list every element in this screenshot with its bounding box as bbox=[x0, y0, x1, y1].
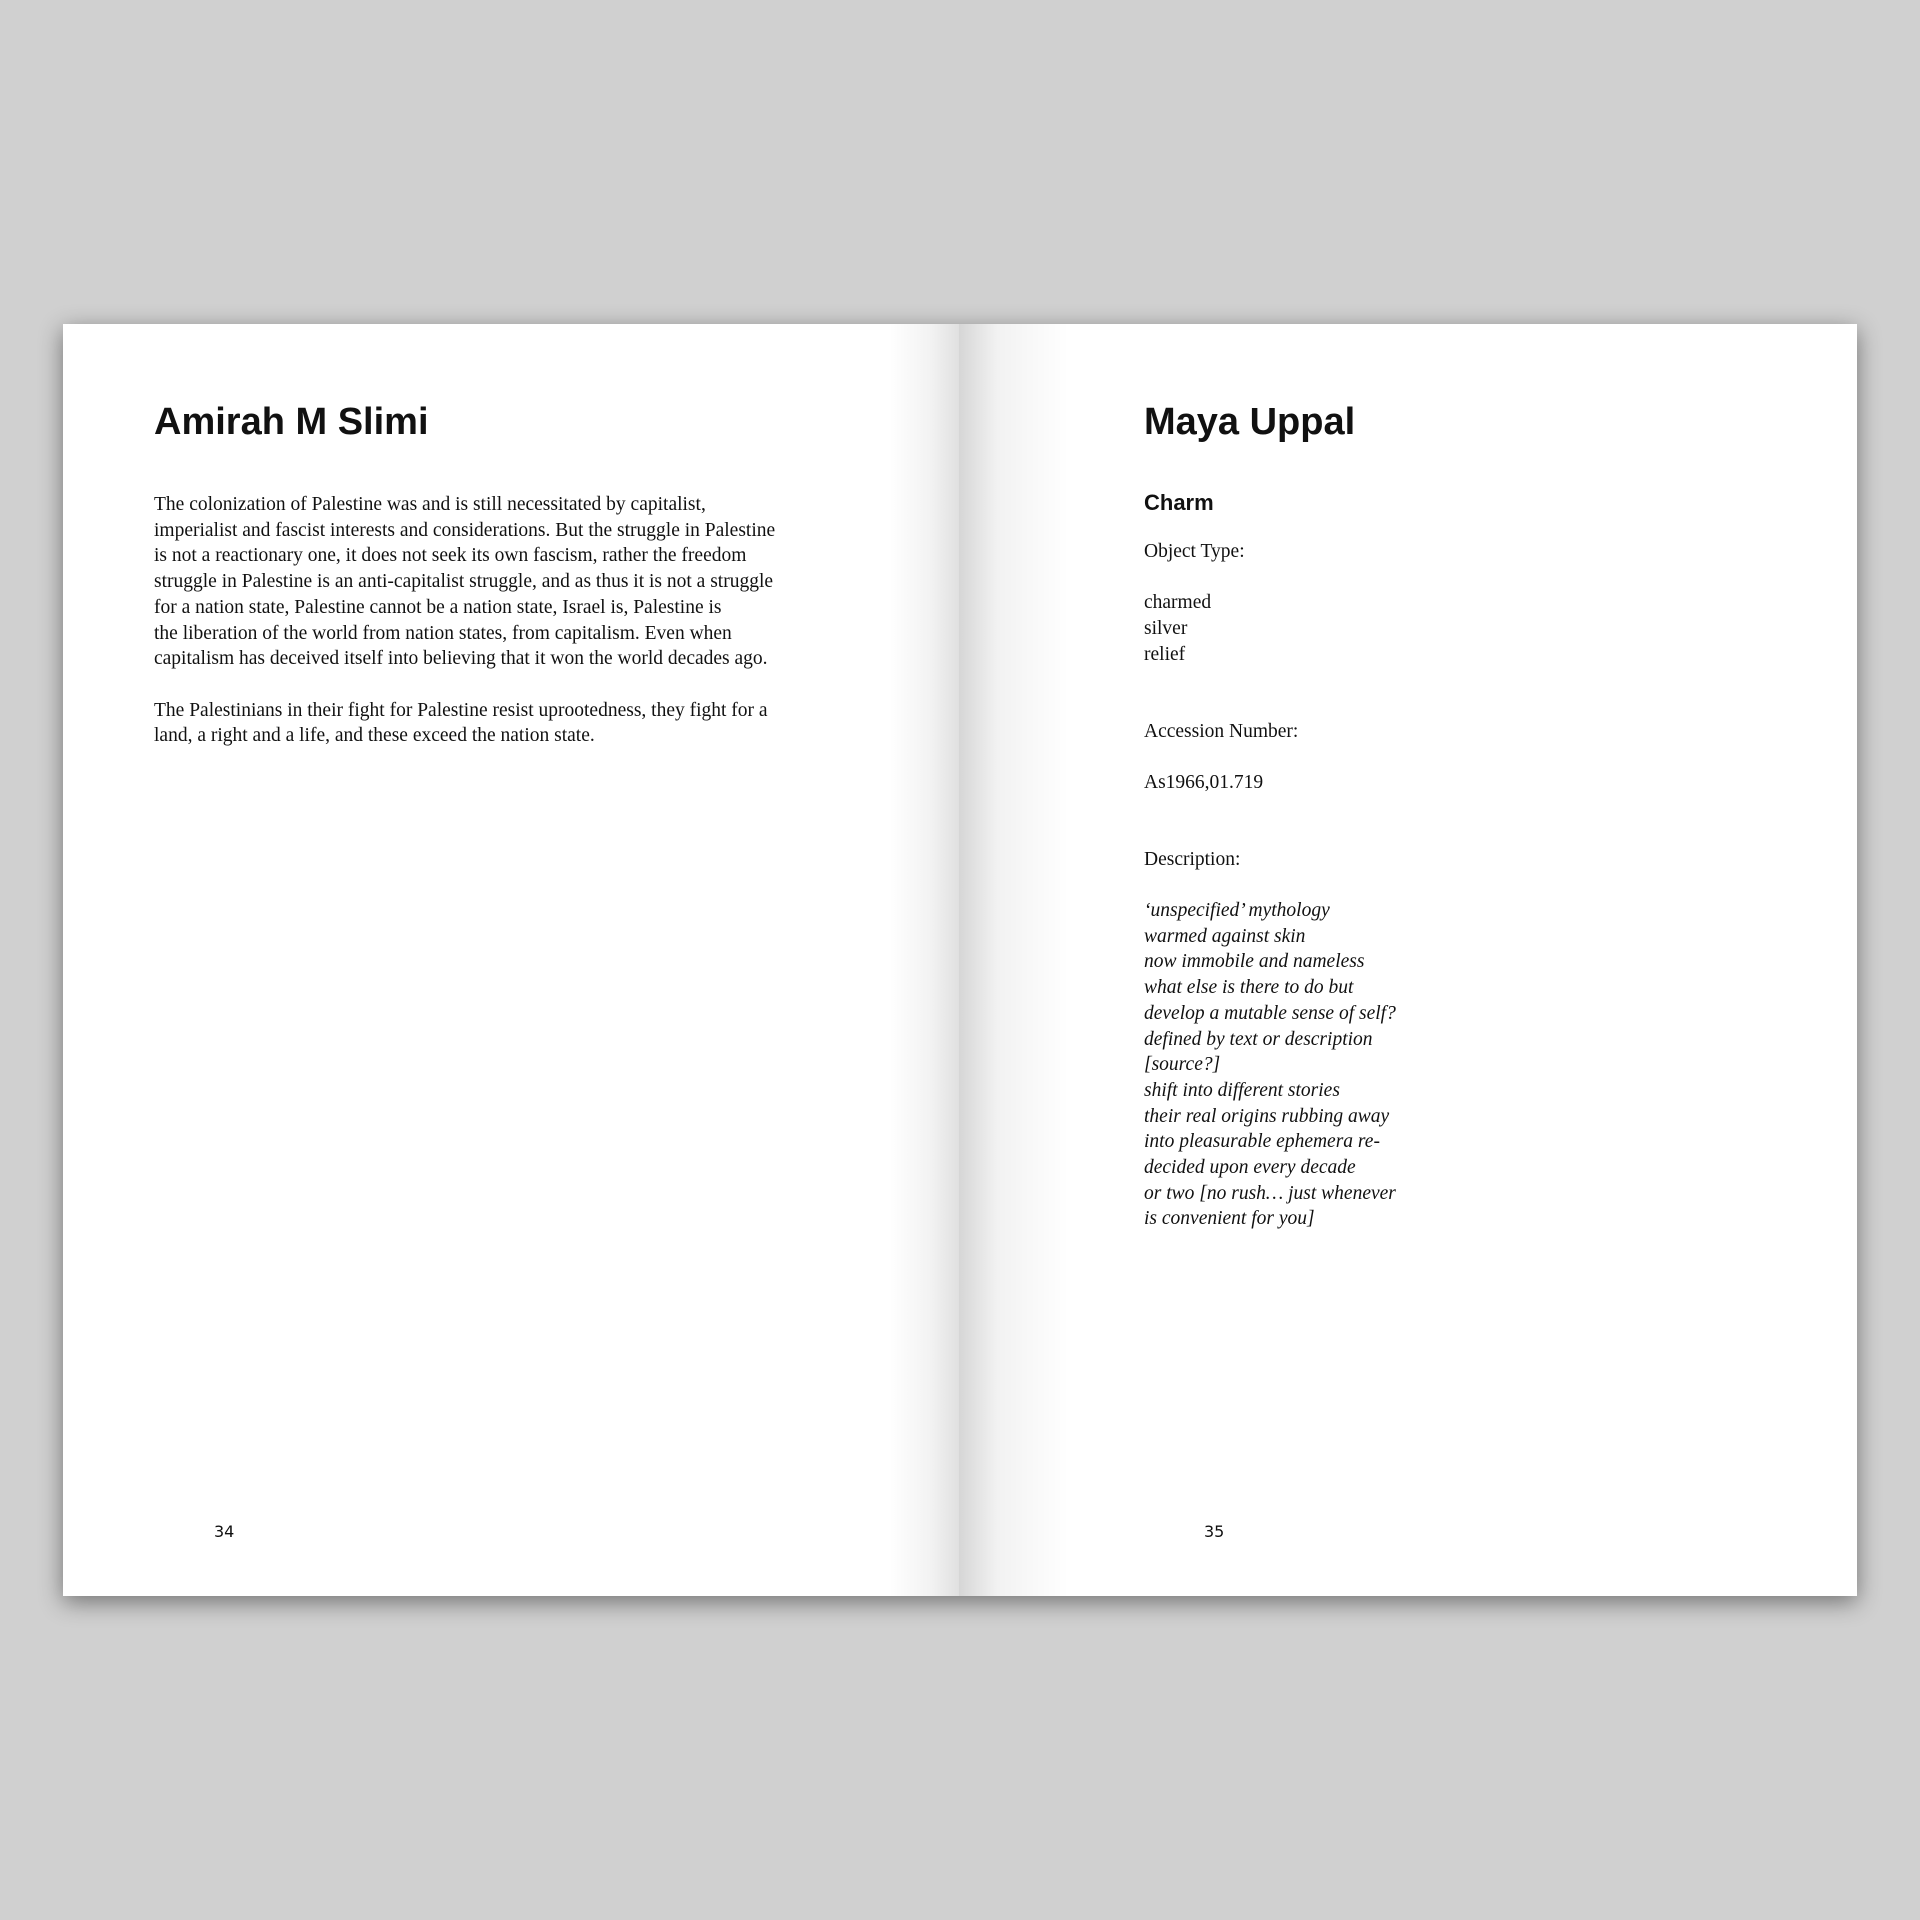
page-number: 34 bbox=[214, 1522, 235, 1541]
spacer bbox=[1144, 796, 1704, 847]
book-spread bbox=[63, 324, 1857, 1596]
author-name: Maya Uppal bbox=[1144, 401, 1356, 443]
object-type-label: Object Type: bbox=[1144, 541, 1245, 562]
work-title: Charm bbox=[1144, 490, 1214, 515]
left-page bbox=[63, 324, 959, 1596]
author-name: Amirah M Slimi bbox=[154, 401, 429, 443]
paragraph: The colonization of Palestine was and is still necessitated by capitalist, imperialist and fascist interests and considerations. But the struggle in Palestine is not a reactionary one, it does not seek its own fascism, rather the freedom struggle in Palestine is an anti-capitalist struggle, and as thus it is not a struggle for a nation state, Palestine cannot be a nation state, Israel is, Palestine is the liberation of the world from nation states, from capitalism. Even when capitalism has deceived itself into believing that it won the world decades ago. bbox=[154, 494, 776, 670]
paragraph: The Palestinians in their fight for Palestine resist uprootedness, they fight for a land, a right and a life, and these exceed the nation state. bbox=[154, 699, 768, 747]
description-poem: ‘unspecified’ mythology warmed against skin now immobile and nameless what else is there to do but develop a mutable sense of self? defined by text or description [source?] shift into different stories their real origins rubbing away into pleasurable ephemera re- decided upon every decade or two [no rush… just whenever is convenient for you] bbox=[1144, 899, 1396, 1230]
accession-label: Accession Number: bbox=[1144, 720, 1299, 742]
essay-text bbox=[154, 492, 854, 775]
accession-number: As1966,01.719 bbox=[1144, 771, 1264, 793]
object-type-values: charmed silver relief bbox=[1144, 592, 1212, 665]
description-label: Description: bbox=[1144, 848, 1241, 870]
object-entry bbox=[1144, 489, 1704, 1232]
page-number: 35 bbox=[1204, 1522, 1225, 1541]
spacer bbox=[1144, 668, 1704, 719]
right-page bbox=[959, 324, 1857, 1596]
